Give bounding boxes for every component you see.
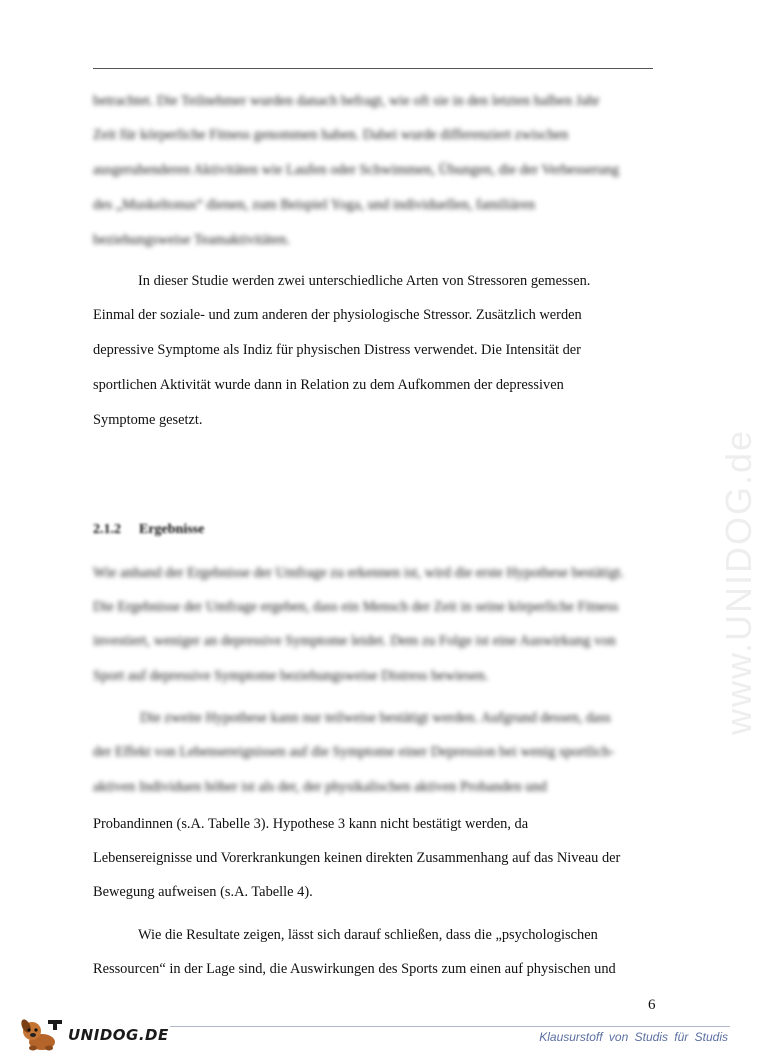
blurred-line: aktiven Individuen höher ist als der, der physikalischen aktiven Probanden und bbox=[93, 779, 547, 795]
paragraph-line: Probandinnen (s.A. Tabelle 3). Hypothese 3 kann nicht bestätigt werden, da bbox=[93, 816, 529, 832]
section-heading bbox=[93, 522, 204, 538]
footer-rule bbox=[170, 1026, 730, 1027]
unidog-logo bbox=[18, 1016, 168, 1052]
section-title: Ergebnisse bbox=[139, 522, 205, 537]
paragraph-line: Ressourcen“ in der Lage sind, die Auswirkungen des Sports zum einen auf physischen und bbox=[93, 961, 616, 977]
header-rule bbox=[93, 68, 653, 69]
paragraph-line: Lebensereignisse und Vorerkrankungen keinen direkten Zusammenhang auf das Niveau der bbox=[93, 850, 621, 866]
paragraph-line: Wie die Resultate zeigen, lässt sich darauf schließen, dass die „psychologischen bbox=[138, 927, 598, 943]
dog-mascot-icon bbox=[18, 1016, 64, 1052]
blurred-line: Die zweite Hypothese kann nur teilweise bestätigt werden. Aufgrund dessen, dass bbox=[140, 710, 611, 726]
paragraph-line: Symptome gesetzt. bbox=[93, 412, 203, 428]
blurred-line: ausgeruhenderen Aktivitäten wie Laufen oder Schwimmen, Übungen, die der Verbesserung bbox=[93, 162, 620, 178]
section-number: 2.1.2 bbox=[93, 522, 121, 537]
blurred-line: des „Muskeltonus“ dienen, zum Beispiel Yoga, und individuellen, familiären bbox=[93, 197, 536, 213]
paragraph-line: Einmal der soziale- und zum anderen der physiologische Stressor. Zusätzlich werden bbox=[93, 307, 582, 323]
blurred-line: investiert, weniger an depressive Symptome leidet. Dem zu Folge ist eine Auswirkung von bbox=[93, 633, 616, 649]
blurred-line: beziehungsweise Teamaktivitäten. bbox=[93, 232, 290, 248]
footer-tagline: Klausurstoff von Studis für Studis bbox=[539, 1030, 728, 1044]
paragraph-line: Bewegung aufweisen (s.A. Tabelle 4). bbox=[93, 884, 313, 900]
blurred-line: der Effekt von Lebensereignissen auf die Symptome einer Depression bei wenig sportlich- bbox=[93, 744, 615, 760]
paragraph-line: sportlichen Aktivität wurde dann in Relation zu dem Aufkommen der depressiven bbox=[93, 377, 564, 393]
paragraph-line: In dieser Studie werden zwei unterschiedliche Arten von Stressoren gemessen. bbox=[138, 273, 591, 289]
logo-text: UNIDOG.DE bbox=[68, 1026, 169, 1044]
blurred-line: Wie anhand der Ergebnisse der Umfrage zu erkennen ist, wird die erste Hypothese bestätigt. bbox=[93, 565, 625, 581]
watermark: www.UNIDOG.de bbox=[718, 428, 759, 735]
blurred-line: Zeit für körperliche Fitness genommen haben. Dabei wurde differenziert zwischen bbox=[93, 127, 569, 143]
blurred-line: Die Ergebnisse der Umfrage ergeben, dass ein Mensch der Zeit in seine körperliche Fitness bbox=[93, 599, 619, 615]
paragraph-line: depressive Symptome als Indiz für physischen Distress verwendet. Die Intensität der bbox=[93, 342, 581, 358]
page-number: 6 bbox=[648, 997, 656, 1013]
blurred-line: betrachtet. Die Teilnehmer wurden danach befragt, wie oft sie in den letzten halben Jahr bbox=[93, 93, 600, 109]
blurred-line: Sport auf depressive Symptome beziehungsweise Distress bewiesen. bbox=[93, 668, 489, 684]
